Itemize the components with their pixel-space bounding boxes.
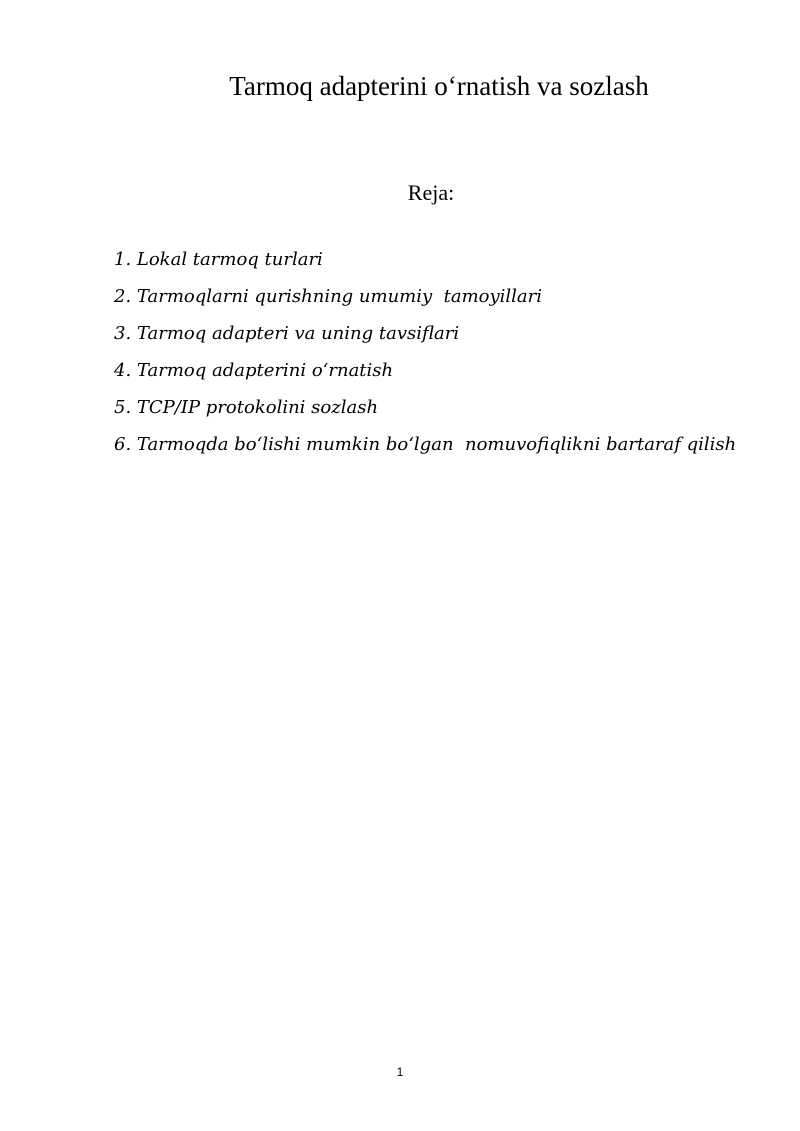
page-number: 1 <box>396 1065 404 1079</box>
plan-heading: Reja: <box>407 180 455 205</box>
plan-list <box>114 245 754 467</box>
plan-item: 2. Tarmoqlarni qurishning umumiy tamoyillari <box>114 286 543 307</box>
plan-item: 3. Tarmoq adapteri va uning tavsiflari <box>114 323 460 344</box>
plan-item: 1. Lokal tarmoq turlari <box>114 249 323 270</box>
plan-item: 5. TCP/IP protokolini sozlash <box>114 397 379 418</box>
plan-item: 4. Tarmoq adapterini o‘rnatish <box>114 360 394 381</box>
document-title: Tarmoq adapterini o‘rnatish va sozlash <box>229 71 649 101</box>
plan-item: 6. Tarmoqda bo‘lishi mumkin bo‘lgan nomuvofiqlikni bartaraf qilish <box>114 434 737 455</box>
